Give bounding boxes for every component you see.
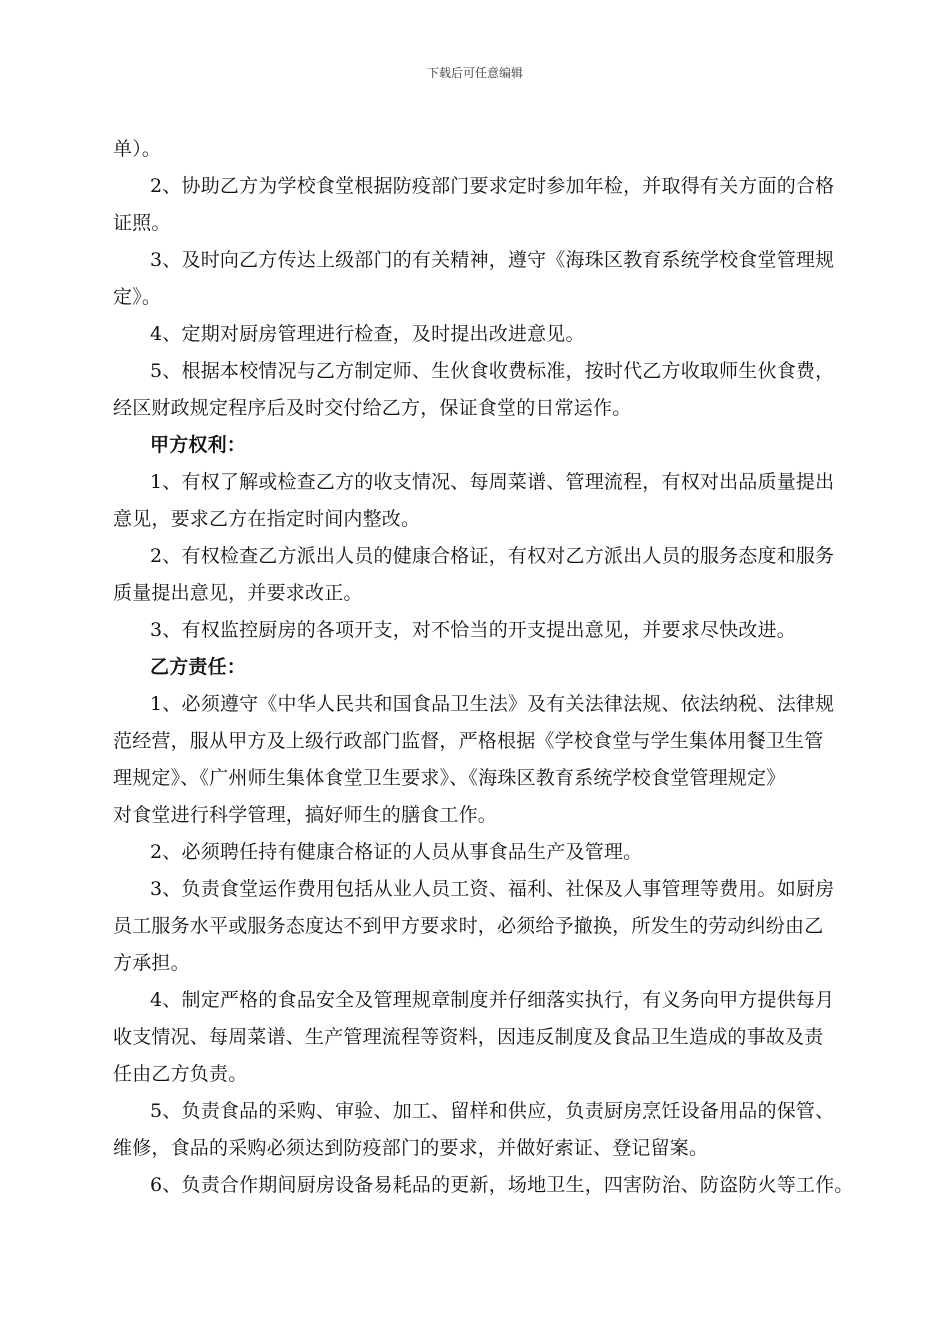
paragraph-line: 2、有权检查乙方派出人员的健康合格证，有权对乙方派出人员的服务态度和服务 (150, 545, 835, 567)
paragraph-line: 单）。 (113, 138, 162, 160)
paragraph-line: 6、负责合作期间厨房设备易耗品的更新，场地卫生，四害防治、防盗防火等工作。 (150, 1174, 854, 1196)
page-header-note: 下载后可任意编辑 (426, 66, 523, 80)
paragraph-line: 4、定期对厨房管理进行检查，及时提出改进意见。 (150, 323, 585, 345)
paragraph-line: 质量提出意见，并要求改正。 (113, 582, 363, 604)
paragraph-line: 范经营，服从甲方及上级行政部门监督，严格根据《学校食堂与学生集体用餐卫生管 (113, 730, 824, 752)
paragraph-line: 1、有权了解或检查乙方的收支情况、每周菜谱、管理流程，有权对出品质量提出 (150, 471, 835, 493)
paragraph-line: 理规定》、《广州师生集体食堂卫生要求》、《海珠区教育系统学校食堂管理规定》 (113, 767, 786, 789)
paragraph-line: 员工服务水平或服务态度达不到甲方要求时，必须给予撤换，所发生的劳动纠纷由乙 (113, 915, 824, 937)
paragraph-line: 3、及时向乙方传达上级部门的有关精神，遵守《海珠区教育系统学校食堂管理规 (150, 249, 835, 271)
paragraph-line: 5、负责食品的采购、审验、加工、留样和供应，负责厨房烹饪设备用品的保管、 (150, 1100, 835, 1122)
section-heading-party-b-duties: 乙方责任： (150, 656, 247, 678)
paragraph-line: 收支情况、每周菜谱、生产管理流程等资料，因违反制度及食品卫生造成的事故及责 (113, 1026, 824, 1048)
paragraph-line: 3、有权监控厨房的各项开支，对不恰当的开支提出意见，并要求尽快改进。 (150, 619, 796, 641)
paragraph-line: 2、协助乙方为学校食堂根据防疫部门要求定时参加年检，并取得有关方面的合格 (150, 175, 835, 197)
paragraph-line: 定》。 (113, 286, 162, 308)
paragraph-line: 4、制定严格的食品安全及管理规章制度并仔细落实执行，有义务向甲方提供每月 (150, 989, 835, 1011)
paragraph-line: 经区财政规定程序后及时交付给乙方，保证食堂的日常运作。 (113, 397, 632, 419)
paragraph-line: 维修，食品的采购必须达到防疫部门的要求，并做好索证、登记留案。 (113, 1137, 709, 1159)
paragraph-line: 2、必须聘任持有健康合格证的人员从事食品生产及管理。 (150, 841, 643, 863)
paragraph-line: 5、根据本校情况与乙方制定师、生伙食收费标准，按时代乙方收取师生伙食费， (150, 360, 835, 382)
section-heading-party-a-rights: 甲方权利： (150, 434, 247, 456)
paragraph-line: 意见，要求乙方在指定时间内整改。 (113, 508, 421, 530)
paragraph-line: 方承担。 (113, 952, 190, 974)
paragraph-line: 3、负责食堂运作费用包括从业人员工资、福利、社保及人事管理等费用。如厨房 (150, 878, 835, 900)
document-body (113, 131, 854, 1204)
paragraph-line: 对食堂进行科学管理，搞好师生的膳食工作。 (113, 804, 498, 826)
paragraph-line: 任由乙方负责。 (113, 1063, 248, 1085)
paragraph-line: 证照。 (113, 212, 171, 234)
paragraph-line: 1、必须遵守《中华人民共和国食品卫生法》及有关法律法规、依法纳税、法律规 (150, 693, 835, 715)
